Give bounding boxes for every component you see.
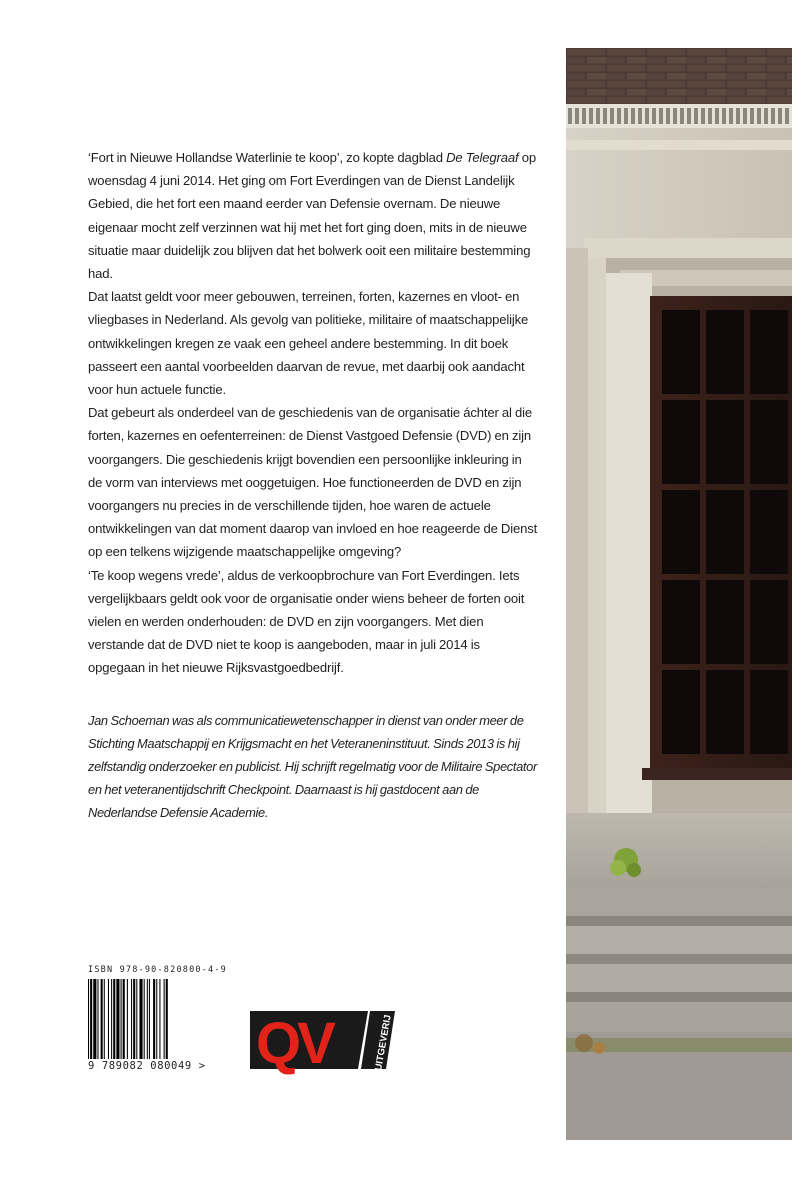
barcode-digits: 9 789082 080049 >: [88, 1060, 206, 1072]
barcode-bars: [88, 979, 210, 1059]
dentil: [680, 108, 684, 124]
blurb-text: [88, 146, 538, 825]
dentil: [673, 108, 677, 124]
door-pane: [706, 580, 744, 664]
barcode-bar: [97, 979, 98, 1059]
barcode-bar: [101, 979, 103, 1059]
door-pane: [706, 400, 744, 484]
dentil: [771, 108, 775, 124]
barcode-bar: [104, 979, 105, 1059]
dentil: [757, 108, 761, 124]
door-pane: [706, 670, 744, 754]
dentil: [715, 108, 719, 124]
logo-word: UITGEVERIJ: [373, 1013, 394, 1072]
dentil: [701, 108, 705, 124]
publisher-logo: [250, 1007, 395, 1077]
barcode-bar: [166, 979, 168, 1059]
dentil: [596, 108, 600, 124]
door-pane: [750, 400, 788, 484]
paragraph-1: ‘Fort in Nieuwe Hollandse Waterlinie te koop’, zo kopte dagblad De Telegraaf op woensdag 4 juni 2014. Het ging om Fort Everdingen van de Dienst Landelijk Gebied, die het fort een maand eerder van Defensie overnam. De nieuwe eigenaar mocht zelf verzinnen wat hij met het fort ging doen, mits in de nieuwe situatie maar duidelijk zou blijven dat het bolwerk ooit een militaire bestemming had.: [88, 150, 536, 282]
door-pane: [750, 580, 788, 664]
barcode-bar: [90, 979, 92, 1059]
dentil: [617, 108, 621, 124]
dentil: [652, 108, 656, 124]
dentil: [785, 108, 789, 124]
dentil: [603, 108, 607, 124]
door-pane: [662, 400, 700, 484]
door-photo: [566, 48, 792, 1140]
barcode-bar: [136, 979, 137, 1059]
barcode-bar: [149, 979, 150, 1059]
barcode-bar: [147, 979, 148, 1059]
dentil: [666, 108, 670, 124]
barcode-bar: [127, 979, 128, 1059]
barcode-bar: [116, 979, 119, 1059]
door-pane: [662, 310, 700, 394]
dentil: [659, 108, 663, 124]
dentil: [743, 108, 747, 124]
dentil: [750, 108, 754, 124]
dentil: [764, 108, 768, 124]
barcode-bar: [121, 979, 122, 1059]
author-bio: Jan Schoeman was als communicatiewetenschapper in dienst van onder meer de Stichting Maatschappij en Krijgsmacht en het Veteraneninstituut. Sinds 2013 is hij zelfstandig onderzoeker en publicist. Hij schrijft regelmatig voor de Militaire Spectator en het veteranentijdschrift Checkpoint. Daarnaast is hij gastdocent aan de Nederlandse Defensie Academie.: [88, 712, 537, 821]
isbn-label: ISBN 978-90-820800-4-9: [88, 965, 227, 975]
door-pane: [706, 490, 744, 574]
paragraph-3: Dat gebeurt als onderdeel van de geschiedenis van de organisatie áchter al die forten, kazernes en oefenterreinen: de Dienst Vastgoed Defensie (DVD) en zijn voorgangers. Die geschiedenis krijgt bovendien een persoonlijke inkleuring in de vorm van interviews met ooggetuigen. Hoe functioneerden de DVD en zijn voorgangers nu precies in de verschillende tijden, hoe waren de actuele ontwikkelingen van dat moment daarop van invloed en hoe reageerde de Dienst op een telkens wijzigende maatschappelijke omgeving?: [88, 405, 538, 560]
barcode-bar: [156, 979, 157, 1059]
dentil: [694, 108, 698, 124]
barcode-bar: [108, 979, 109, 1059]
dentil: [610, 108, 614, 124]
dentil: [638, 108, 642, 124]
dentil: [722, 108, 726, 124]
door-pane: [662, 580, 700, 664]
dentil: [631, 108, 635, 124]
barcode-bar: [164, 979, 165, 1059]
barcode-bar: [88, 979, 89, 1059]
dentil: [568, 108, 572, 124]
door-pane: [662, 670, 700, 754]
barcode-bar: [153, 979, 155, 1059]
dentil: [582, 108, 586, 124]
barcode-bar: [111, 979, 112, 1059]
dentil: [708, 108, 712, 124]
dentil: [736, 108, 740, 124]
paragraph-4: ‘Te koop wegens vrede’, aldus de verkoopbrochure van Fort Everdingen. Iets vergelijkbaars geldt ook voor de organisatie onder wiens beheer de forten ooit vielen en werden onderhouden: de DVD en zijn voorgangers. Met dien verstande dat de DVD niet te koop is aangeboden, maar in juli 2014 is opgegaan in het nieuwe Rijksvastgoedbedrijf.: [88, 567, 525, 676]
dentil: [645, 108, 649, 124]
dentil: [624, 108, 628, 124]
door-pane: [750, 670, 788, 754]
barcode-bar: [113, 979, 115, 1059]
door-pane: [750, 310, 788, 394]
barcode-bar: [131, 979, 132, 1059]
door-pane: [750, 490, 788, 574]
door-pane: [706, 310, 744, 394]
dentil: [778, 108, 782, 124]
dentil: [589, 108, 593, 124]
barcode-bar: [133, 979, 135, 1059]
barcode-bar: [93, 979, 96, 1059]
barcode-bar: [123, 979, 125, 1059]
isbn-barcode: [88, 965, 233, 1080]
dentil: [729, 108, 733, 124]
barcode-bar: [144, 979, 145, 1059]
barcode-bar: [159, 979, 160, 1059]
dentil: [687, 108, 691, 124]
paragraph-2: Dat laatst geldt voor meer gebouwen, terreinen, forten, kazernes en vloot- en vliegbases in Nederland. Als gevolg van politieke, militaire of maatschappelijke ontwikkelingen kregen ze vaak een geheel andere bestemming. In dit boek passeert een aantal voorbeelden daarvan de revue, met daarbij ook aandacht voor hun actuele functie.: [88, 289, 529, 398]
door-pane: [662, 490, 700, 574]
logo-letters: QV: [256, 1011, 332, 1076]
dentil: [575, 108, 579, 124]
barcode-bar: [139, 979, 142, 1059]
